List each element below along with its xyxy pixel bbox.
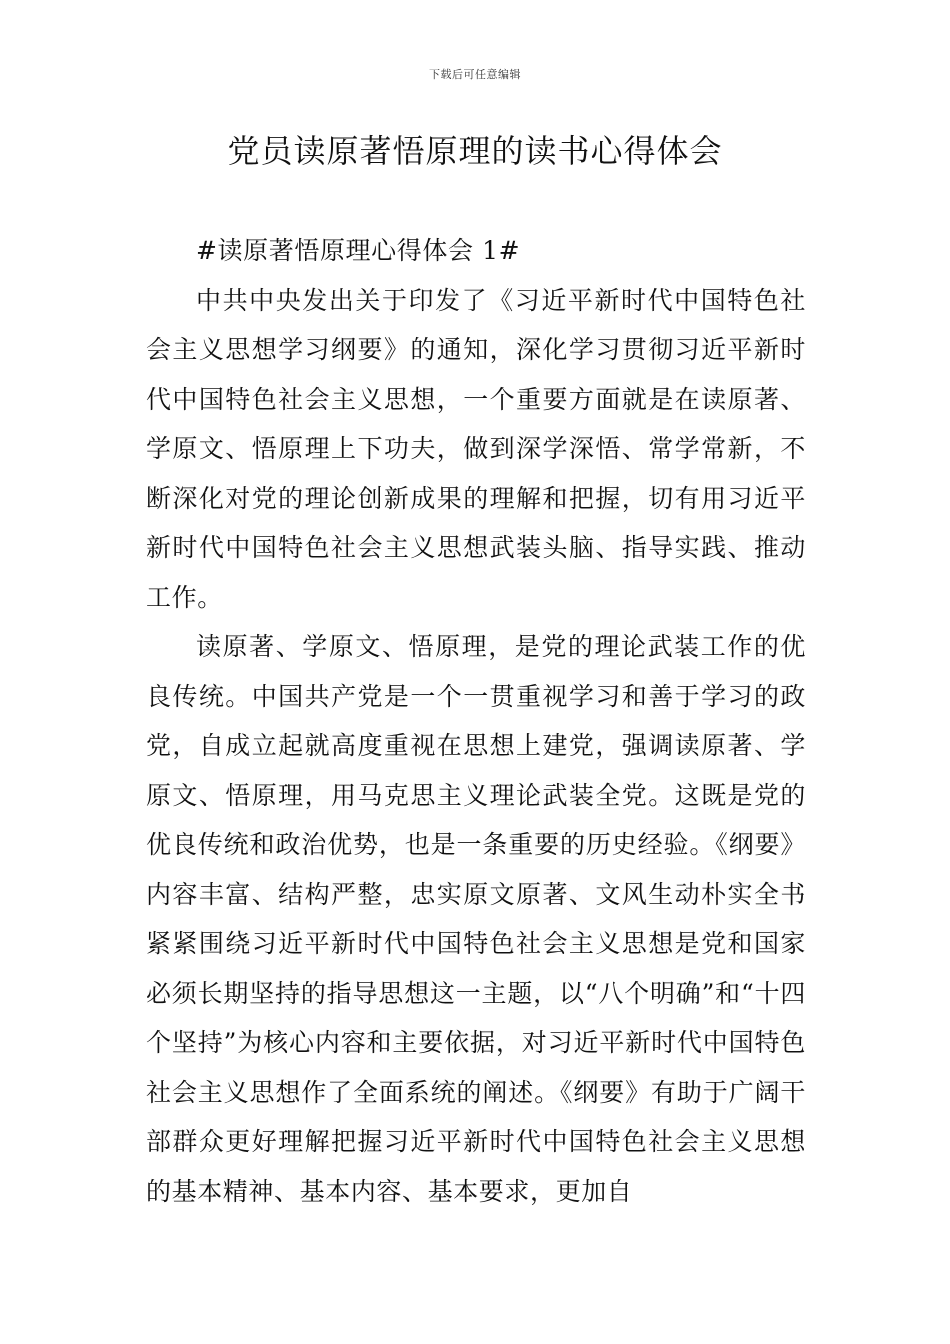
paragraph-2: 读原著、学原文、悟原理，是党的理论武装工作的优良传统。中国共产党是一个一贯重视学习和善于学习的政党，自成立起就高度重视在思想上建党，强调读原著、学原文、悟原理，用马克思主义理论武装全党。这既是党的优良传统和政治优势，也是一条重要的历史经验。《纲要》内容丰富、结构严整，忠实原文原著、文风生动朴实全书紧紧围绕习近平新时代中国特色社会主义思想是党和国家必须长期坚持的指导思想这一主题，以“八个明确”和“十四个坚持”为核心内容和主要依据，对习近平新时代中国特色社会主义思想作了全面系统的阐述。《纲要》有助于广阔干部群众更好理解把握习近平新时代中国特色社会主义思想的基本精神、基本内容、基本要求，更加自 [146, 632, 806, 1206]
header-note: 下载后可任意编辑 [429, 68, 521, 81]
section-heading: #读原著悟原理心得体会 1# [196, 236, 521, 265]
document-body [146, 226, 806, 1216]
document-title: 党员读原著悟原理的读书心得体会 [227, 132, 723, 170]
paragraph-1: 中共中央发出关于印发了《习近平新时代中国特色社会主义思想学习纲要》的通知，深化学习贯彻习近平新时代中国特色社会主义思想，一个重要方面就是在读原著、学原文、悟原理上下功夫，做到深学深悟、常学常新，不断深化对党的理论创新成果的理解和把握，切有用习近平新时代中国特色社会主义思想武装头脑、指导实践、推动工作。 [146, 285, 806, 612]
